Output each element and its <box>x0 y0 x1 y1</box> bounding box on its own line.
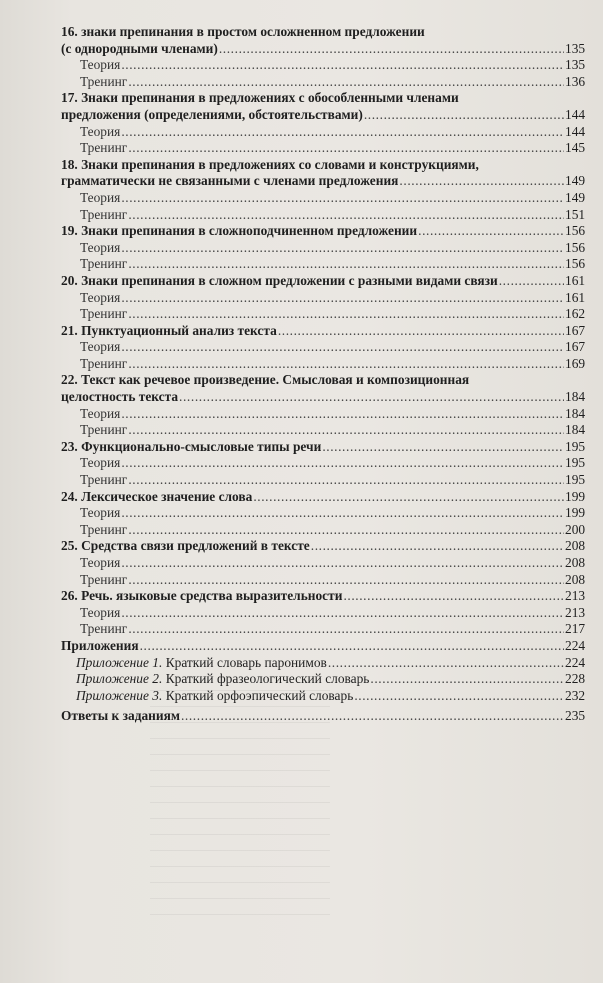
page-number: 184 <box>565 422 586 438</box>
page-number: 136 <box>565 73 586 89</box>
subentry-label: Теория <box>80 189 121 205</box>
section-title <box>61 588 342 605</box>
section-title-text: грамматически не связанными с членами предложения <box>61 173 399 189</box>
subentry-label: Тренинг <box>80 472 128 488</box>
section-title <box>61 439 321 456</box>
subentry-label: Теория <box>80 123 121 139</box>
page-number: 195 <box>565 438 586 454</box>
section-row <box>61 323 599 340</box>
section-number: 17. <box>61 90 78 106</box>
section-number: 26. <box>61 588 78 604</box>
appendix-item <box>61 688 599 705</box>
section-title-text: Средства связи предложений в тексте <box>81 538 310 554</box>
dot-leader <box>128 472 564 489</box>
dot-leader <box>322 439 564 456</box>
section-title-text: Речь. языковые средства выразительности <box>81 588 343 604</box>
toc-subentry <box>61 140 599 157</box>
page-number: 208 <box>565 538 586 554</box>
section-title-text: Знаки препинания в сложном предложении с разными видами связи <box>81 272 498 288</box>
page-number: 232 <box>565 687 586 703</box>
subentry-label: Теория <box>80 339 121 355</box>
toc-subentry <box>61 472 599 489</box>
section-title <box>61 489 252 506</box>
subentry-label: Тренинг <box>80 571 128 587</box>
subentry-label: Теория <box>80 405 121 421</box>
toc-subentry <box>61 621 599 638</box>
toc-subentry <box>61 339 599 356</box>
subentry-label: Теория <box>80 239 121 255</box>
dot-leader <box>121 406 564 423</box>
dot-leader <box>128 621 564 638</box>
section-number: 20. <box>61 272 78 288</box>
section-title-line <box>61 372 599 389</box>
section-row <box>61 439 599 456</box>
appendix-title: Приложения <box>61 637 139 653</box>
dot-leader <box>418 223 564 240</box>
toc-section <box>61 273 599 323</box>
answers-title: Ответы к заданиям <box>61 708 180 724</box>
toc-subentry <box>61 57 599 74</box>
appendix-item-text <box>76 671 369 688</box>
section-title-line <box>61 157 599 174</box>
dot-leader <box>311 538 564 555</box>
toc-subentry <box>61 406 599 423</box>
page-number: 235 <box>565 708 586 724</box>
subentry-label: Тренинг <box>80 306 128 322</box>
section-title-text: Пунктуационный анализ текста <box>81 322 277 338</box>
page-number: 162 <box>565 306 586 322</box>
appendix-item <box>61 671 599 688</box>
section-title-text: Знаки препинания в сложноподчиненном предложении <box>81 223 418 239</box>
toc-section <box>61 223 599 273</box>
appendix-item-label: Приложение 2. <box>76 671 163 687</box>
toc-subentry <box>61 207 599 224</box>
section-title-text: целостность текста <box>61 389 179 405</box>
toc-section <box>61 90 599 156</box>
section-number: 24. <box>61 488 78 504</box>
toc-subentry <box>61 356 599 373</box>
section-number: 19. <box>61 223 78 239</box>
subentry-label: Теория <box>80 604 121 620</box>
section-title <box>61 389 178 406</box>
dot-leader <box>128 256 564 273</box>
dot-leader <box>121 190 564 207</box>
dot-leader <box>128 140 564 157</box>
page-number: 208 <box>565 571 586 587</box>
page-number: 151 <box>565 206 586 222</box>
toc-subentry <box>61 455 599 472</box>
page-number: 135 <box>565 57 586 73</box>
page-number: 228 <box>565 671 586 687</box>
section-number: 16. <box>61 24 78 39</box>
dot-leader <box>121 290 564 307</box>
toc-section <box>61 538 599 588</box>
page-number: 224 <box>565 654 586 670</box>
page-number: 208 <box>565 555 586 570</box>
dot-leader <box>179 389 564 406</box>
page-number: 213 <box>565 588 586 604</box>
page-number: 213 <box>565 604 586 620</box>
subentry-label: Тренинг <box>80 256 128 272</box>
toc-section <box>61 489 599 539</box>
dot-leader <box>181 708 564 725</box>
section-title-text: (с однородными членами) <box>61 40 218 56</box>
section-row <box>61 41 599 58</box>
page-number: 167 <box>565 322 586 338</box>
dot-leader <box>370 671 564 688</box>
section-number: 23. <box>61 438 78 454</box>
section-title: знаки препинания в простом осложненном предложении <box>81 24 425 39</box>
section-title <box>61 538 310 555</box>
dot-leader <box>128 74 564 91</box>
section-row <box>61 107 599 124</box>
toc-section <box>61 588 599 638</box>
dot-leader <box>128 522 564 539</box>
appendix-item-text <box>76 655 327 672</box>
dot-leader <box>121 57 564 74</box>
section-title-text: Функционально-смысловые типы речи <box>81 438 322 454</box>
subentry-label: Теория <box>80 455 121 471</box>
dot-leader <box>253 489 564 506</box>
page-number: 184 <box>565 405 586 421</box>
page-number: 161 <box>565 272 586 288</box>
page-number: 149 <box>565 189 586 205</box>
section-title: Знаки препинания в предложениях с обособленными членами <box>81 90 459 106</box>
subentry-label: Тренинг <box>80 521 128 537</box>
toc-subentry <box>61 572 599 589</box>
toc-section <box>61 439 599 489</box>
page-number: 195 <box>565 455 586 471</box>
dot-leader <box>128 572 564 589</box>
dot-leader <box>121 240 564 257</box>
page-number: 195 <box>565 472 586 488</box>
toc-subentry <box>61 290 599 307</box>
toc-section <box>61 323 599 373</box>
appendix-item-text <box>76 688 353 705</box>
dot-leader <box>364 107 564 124</box>
page-number: 167 <box>565 339 586 355</box>
section-number: 21. <box>61 322 78 338</box>
appendix-item-title: Краткий словарь паронимов <box>165 654 327 670</box>
section-title-text: Лексическое значение слова <box>81 488 253 504</box>
toc-subentry <box>61 306 599 323</box>
section-row <box>61 489 599 506</box>
appendix-row <box>61 638 599 655</box>
dot-leader <box>128 306 564 323</box>
dot-leader <box>121 555 564 572</box>
subentry-label: Тренинг <box>80 140 128 156</box>
subentry-label: Тренинг <box>80 73 128 89</box>
toc-subentry <box>61 256 599 273</box>
section-row <box>61 588 599 605</box>
subentry-label: Теория <box>80 57 121 73</box>
page-number: 156 <box>565 239 586 255</box>
page-number: 135 <box>565 40 586 56</box>
section-title <box>61 323 277 340</box>
section-title <box>61 273 498 290</box>
section-row <box>61 389 599 406</box>
dot-leader <box>128 207 564 224</box>
section-title-line <box>61 90 599 107</box>
page-number: 199 <box>565 488 586 504</box>
page-number: 156 <box>565 256 586 272</box>
dot-leader <box>328 655 564 672</box>
appendix-item-label: Приложение 3. <box>76 687 163 703</box>
dot-leader <box>121 605 564 622</box>
toc-subentry <box>61 555 599 572</box>
page-number: 144 <box>565 106 586 122</box>
section-title-text: предложения (определениями, обстоятельствами) <box>61 106 363 122</box>
toc-subentry <box>61 522 599 539</box>
toc-subentry <box>61 190 599 207</box>
section-title: Текст как речевое произведение. Смысловая и композиционная <box>81 372 470 388</box>
dot-leader <box>121 455 564 472</box>
section-title <box>61 107 363 124</box>
toc-appendix <box>61 638 599 704</box>
section-title <box>61 223 417 240</box>
section-number: 25. <box>61 538 78 554</box>
section-title <box>61 173 398 190</box>
toc-subentry <box>61 240 599 257</box>
page-number: 156 <box>565 223 586 239</box>
appendix-item-title: Краткий орфоэпический словарь <box>165 687 354 703</box>
subentry-label: Тренинг <box>80 355 128 371</box>
page-number: 144 <box>565 123 586 139</box>
page-number: 217 <box>565 621 586 637</box>
dot-leader <box>399 173 564 190</box>
toc-section <box>61 157 599 223</box>
dot-leader <box>354 688 564 705</box>
dot-leader <box>219 41 564 58</box>
section-row <box>61 538 599 555</box>
page-number: 161 <box>565 289 586 305</box>
section-title: Знаки препинания в предложениях со словами и конструкциями, <box>81 156 479 172</box>
dot-leader <box>121 124 564 141</box>
table-of-contents <box>61 24 599 725</box>
page-number: 200 <box>565 521 586 537</box>
dot-leader <box>128 422 564 439</box>
page-number: 145 <box>565 140 586 156</box>
section-number: 22. <box>61 372 78 388</box>
subentry-label: Тренинг <box>80 206 128 222</box>
toc-section <box>61 372 599 438</box>
toc-section <box>61 24 599 90</box>
toc-subentry <box>61 505 599 522</box>
page-number: 169 <box>565 355 586 371</box>
toc-subentry <box>61 124 599 141</box>
subentry-label: Теория <box>80 289 121 305</box>
appendix-item <box>61 655 599 672</box>
toc-subentry <box>61 74 599 91</box>
page-number: 184 <box>565 389 586 405</box>
section-row <box>61 273 599 290</box>
appendix-item-title: Краткий фразеологический словарь <box>165 671 370 687</box>
subentry-label: Теория <box>80 505 121 521</box>
dot-leader <box>140 638 564 655</box>
section-row <box>61 223 599 240</box>
toc-answers <box>61 708 599 725</box>
page-number: 224 <box>565 637 586 653</box>
appendix-item-label: Приложение 1. <box>76 654 163 670</box>
dot-leader <box>128 356 564 373</box>
toc-subentry <box>61 605 599 622</box>
dot-leader <box>278 323 564 340</box>
dot-leader <box>343 588 564 605</box>
subentry-label: Тренинг <box>80 422 128 438</box>
dot-leader <box>499 273 564 290</box>
page-number: 149 <box>565 173 586 189</box>
subentry-label: Теория <box>80 555 121 570</box>
section-title-line <box>61 24 599 41</box>
section-number: 18. <box>61 156 78 172</box>
dot-leader <box>121 505 564 522</box>
section-title <box>61 41 218 58</box>
section-row <box>61 173 599 190</box>
subentry-label: Тренинг <box>80 621 128 637</box>
page-number: 199 <box>565 505 586 521</box>
dot-leader <box>121 339 564 356</box>
toc-subentry <box>61 422 599 439</box>
